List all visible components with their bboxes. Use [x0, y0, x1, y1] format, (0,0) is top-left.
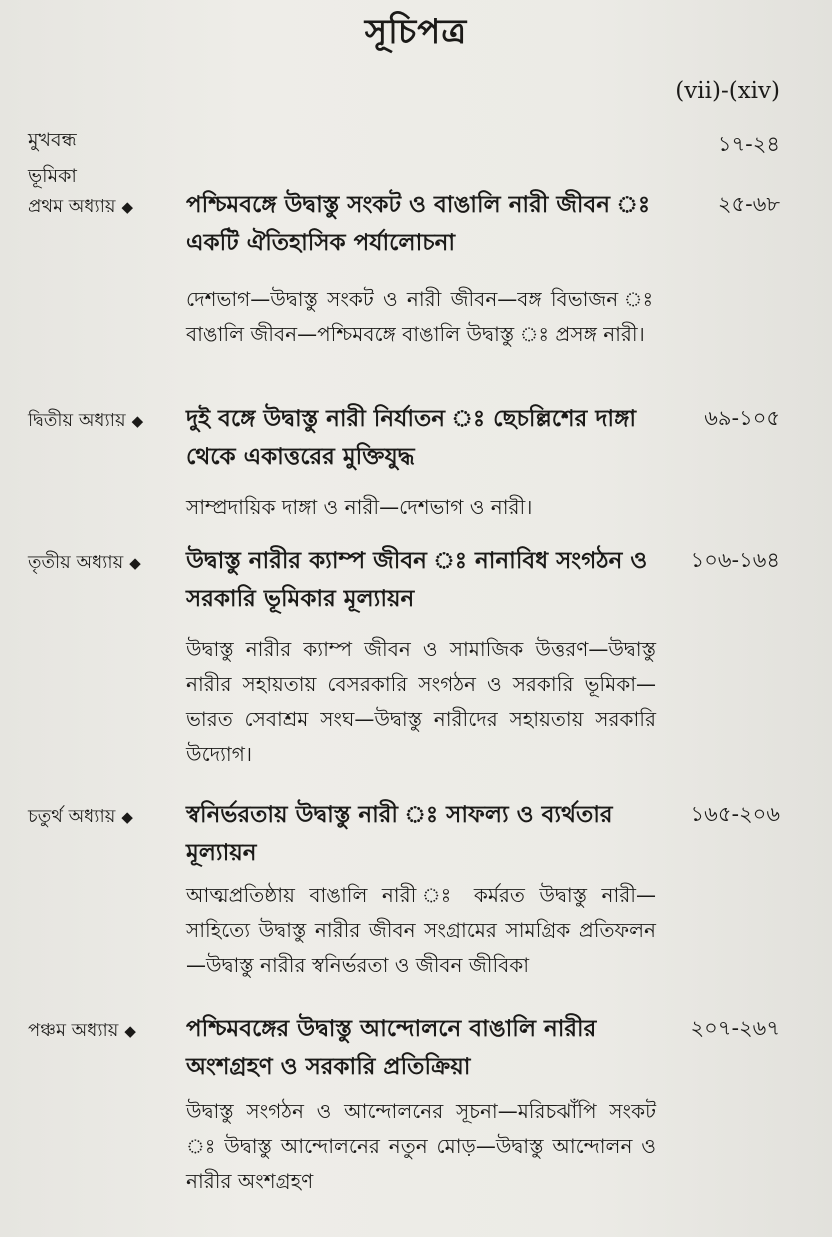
page-title: সূচিপত্র	[364, 12, 468, 52]
chapter-5-heading: পশ্চিমবঙ্গের উদ্বাস্তু আন্দোলনে বাঙালি নারীর অংশগ্রহণ ও সরকারি প্রতিক্রিয়া	[186, 1016, 597, 1080]
chapter-2-label: দ্বিতীয় অধ্যায় ◆	[28, 410, 144, 431]
introduction-label: ভূমিকা	[28, 165, 77, 187]
chapter-4-label: চতুর্থ অধ্যায় ◆	[28, 806, 133, 827]
preface-pages: ১৭-২৪	[717, 132, 780, 156]
chapter-5-summary: উদ্বাস্তু সংগঠন ও আন্দোলনের সূচনা—মরিচঝাঁপি সংকট ঃ উদ্বাস্তু আন্দোলনের নতুন মোড়—উদ্বাস্তু আন্দোলন ও নারীর অংশগ্রহণ	[186, 1099, 656, 1193]
chapter-3-heading: উদ্বাস্তু নারীর ক্যাম্প জীবন ঃ নানাবিধ সংগঠন ও সরকারি ভূমিকার মূল্যায়ন	[186, 548, 648, 612]
diamond-bullet-icon: ◆	[129, 554, 141, 572]
chapter-2-pages: ৬৯-১০৫	[704, 406, 780, 430]
chapter-4-heading: স্বনির্ভরতায় উদ্বাস্তু নারী ঃ সাফল্য ও ব্যর্থতার মূল্যায়ন	[186, 802, 613, 866]
chapter-3-summary: উদ্বাস্তু নারীর ক্যাম্প জীবন ও সামাজিক উত্তরণ—উদ্বাস্তু নারীর সহায়তায় বেসরকারি সংগঠন ও সরকারি ভূমিকা—ভারত সেবাশ্রম সংঘ—উদ্বাস্তু নারীদের সহায়তায় সরকারি উদ্যোগ।	[186, 637, 656, 766]
chapter-4-summary: আত্মপ্রতিষ্ঠায় বাঙালি নারী ঃ কর্মরত উদ্বাস্তু নারী—সাহিত্যে উদ্বাস্তু নারীর জীবন সংগ্রামের সামগ্রিক প্রতিফলন—উদ্বাস্তু নারীর স্বনির্ভরতা ও জীবন জীবিকা	[186, 883, 656, 977]
chapter-1-summary: দেশভাগ—উদ্বাস্তু সংকট ও নারী জীবন—বঙ্গ বিভাজন ঃ বাঙালি জীবন—পশ্চিমবঙ্গে বাঙালি উদ্বাস্তু ঃ প্রসঙ্গ নারী।	[186, 287, 656, 346]
front-matter-page-range: (vii)-(xiv)	[675, 78, 780, 104]
chapter-3-label: তৃতীয় অধ্যায় ◆	[28, 552, 141, 573]
diamond-bullet-icon: ◆	[121, 198, 134, 216]
chapter-1-pages: ২৫-৬৮	[717, 192, 780, 216]
chapter-1-label: প্রথম অধ্যায় ◆	[28, 196, 134, 217]
diamond-bullet-icon: ◆	[124, 1022, 136, 1040]
chapter-5-pages: ২০৭-২৬৭	[690, 1016, 780, 1040]
chapter-5-label: পঞ্চম অধ্যায় ◆	[28, 1020, 136, 1041]
diamond-bullet-icon: ◆	[121, 808, 133, 826]
diamond-bullet-icon: ◆	[131, 412, 144, 430]
preface-label: মুখবন্ধ	[28, 129, 77, 151]
chapter-2-heading: দুই বঙ্গে উদ্বাস্তু নারী নির্যাতন ঃ ছেচল্লিশের দাঙ্গা থেকে একাত্তরের মুক্তিযুদ্ধ	[186, 406, 636, 470]
chapter-2-summary: সাম্প্রদায়িক দাঙ্গা ও নারী—দেশভাগ ও নারী।	[186, 495, 533, 519]
chapter-3-pages: ১০৬-১৬৪	[690, 548, 780, 572]
chapter-1-heading: পশ্চিমবঙ্গে উদ্বাস্তু সংকট ও বাঙালি নারী জীবন ঃ একটি ঐতিহাসিক পর্যালোচনা	[186, 192, 651, 256]
chapter-4-pages: ১৬৫-২০৬	[690, 802, 780, 826]
